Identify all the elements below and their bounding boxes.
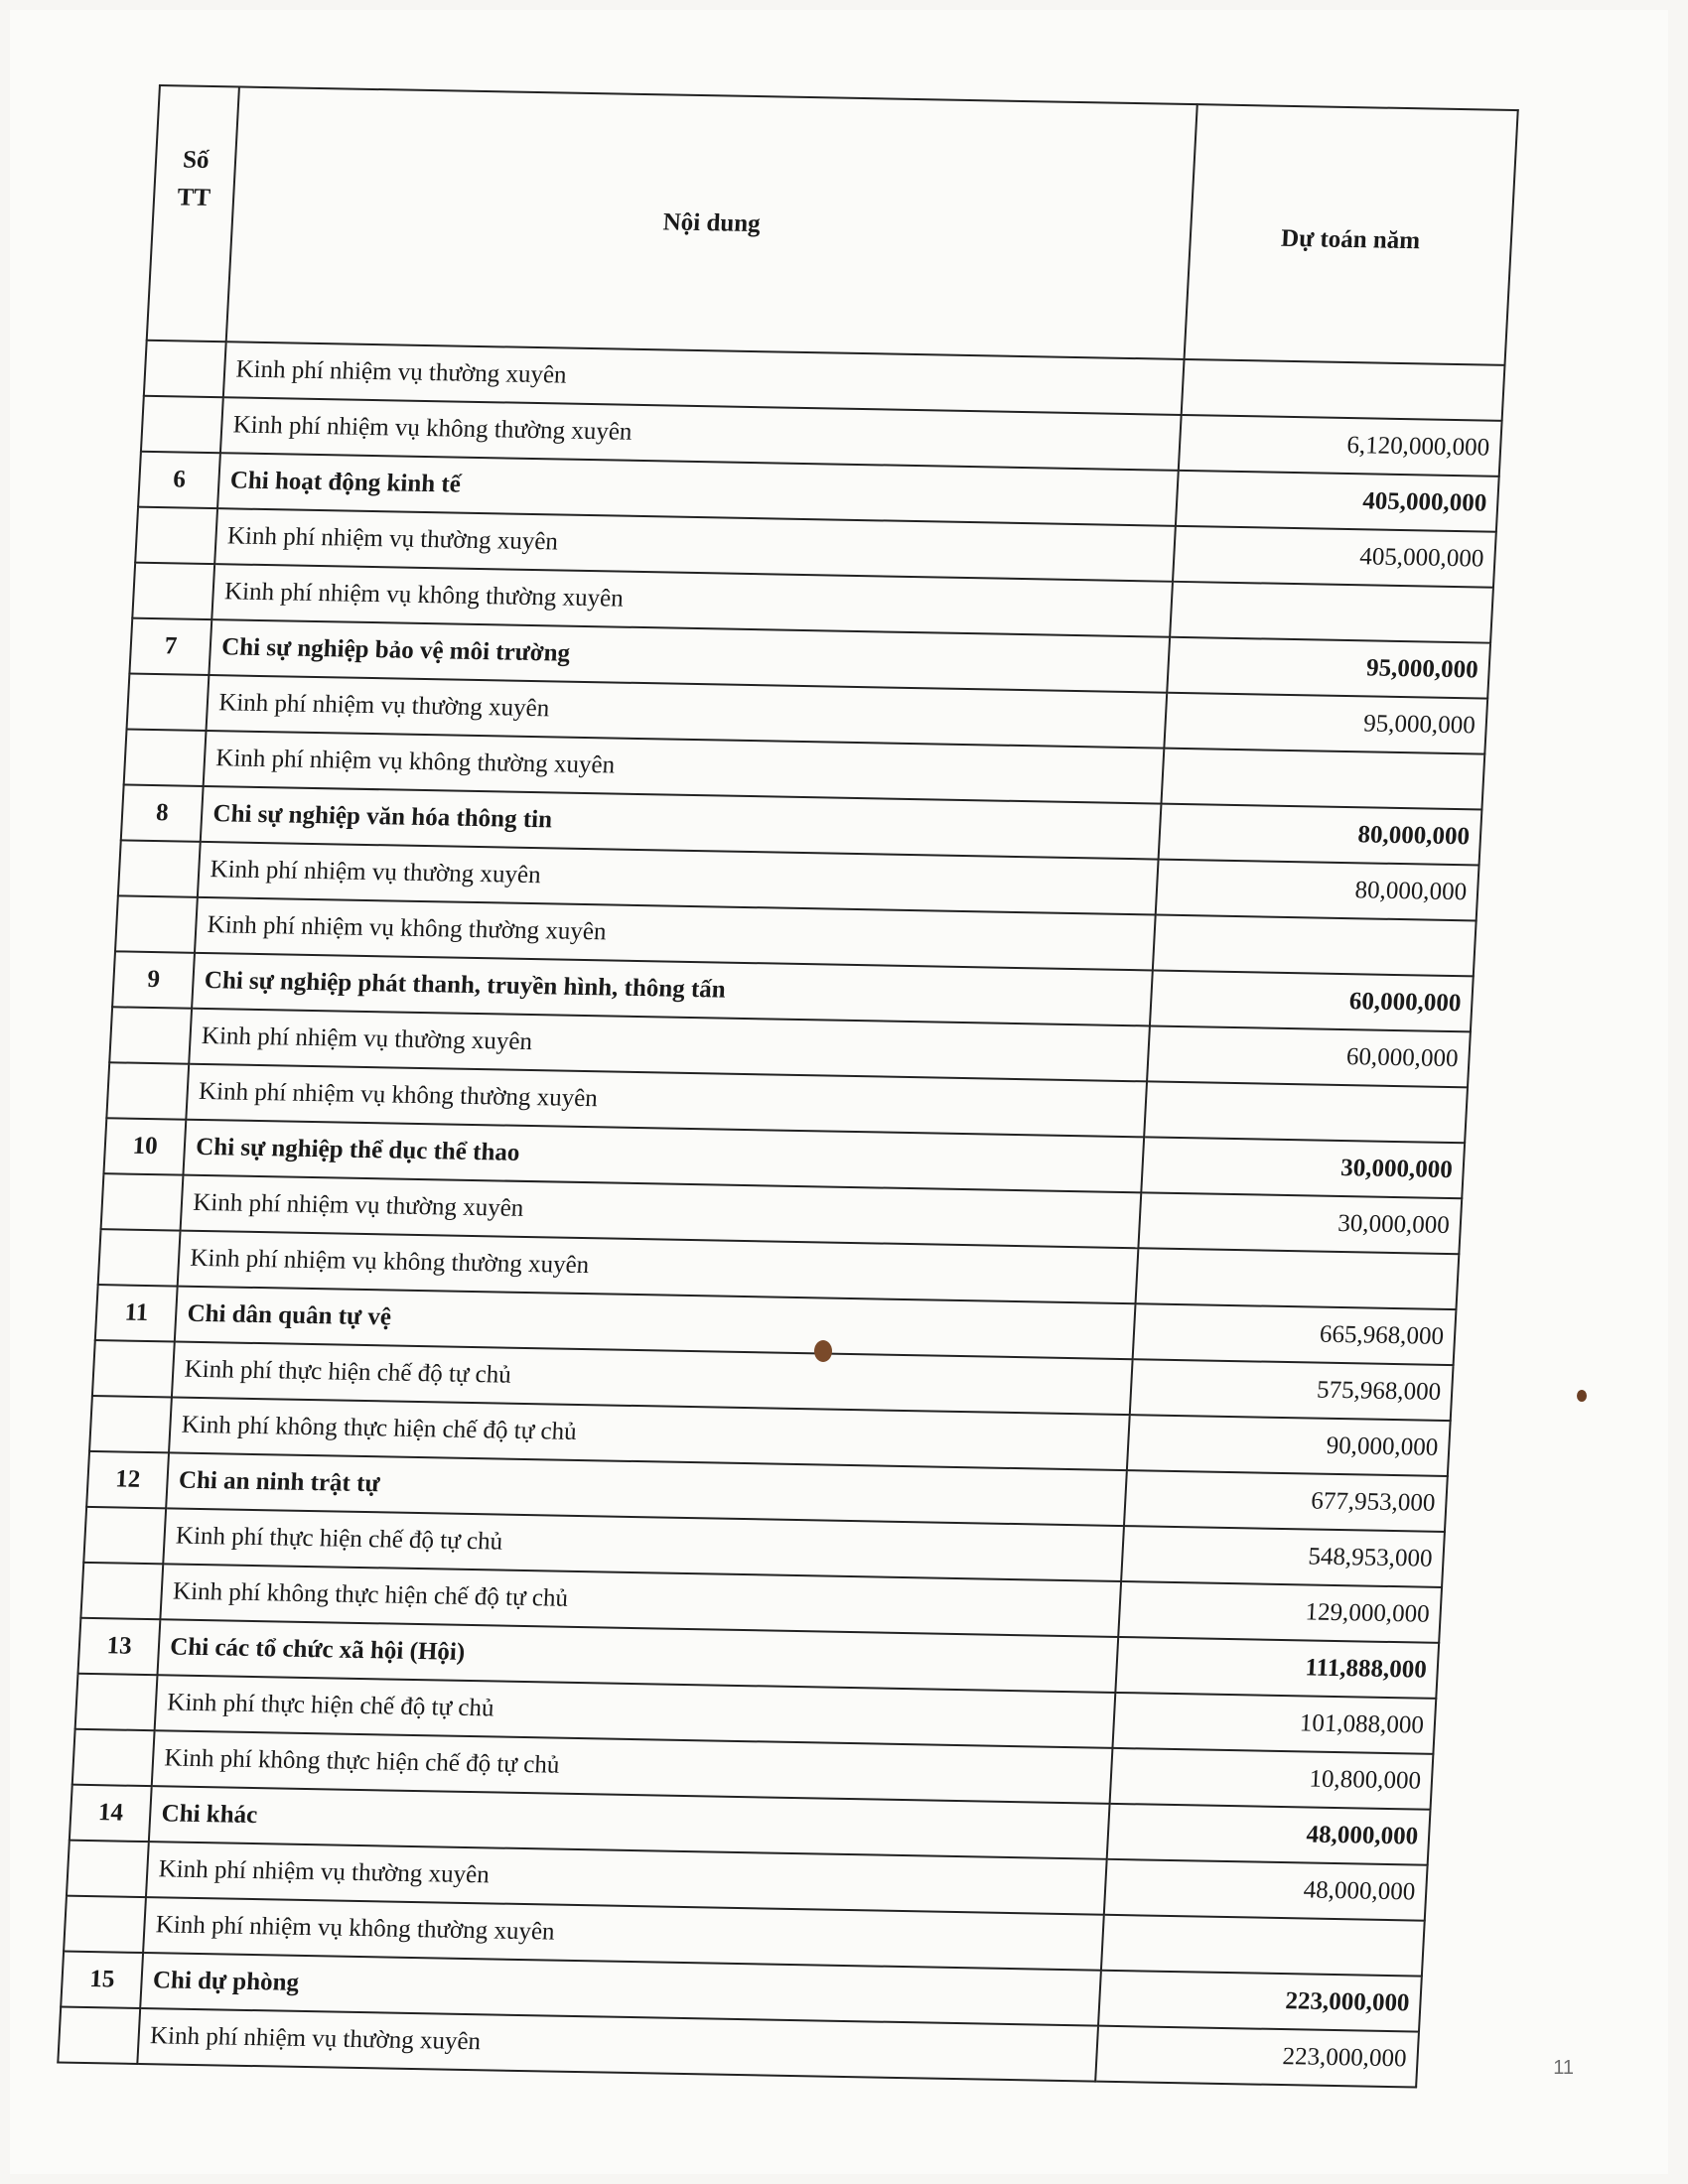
row-stt: 9 — [112, 951, 195, 1008]
row-amount-cell — [1103, 1859, 1427, 1921]
row-stt — [72, 1729, 155, 1786]
row-content: Kinh phí nhiệm vụ không thường xuyên — [212, 564, 1173, 637]
row-content: Chi sự nghiệp phát thanh, truyền hình, thông tấn — [192, 953, 1152, 1026]
row-amount: 223,000,000 — [1284, 1987, 1411, 2017]
row-amount-cell — [1144, 1081, 1468, 1143]
row-stt — [83, 1507, 166, 1564]
row-content: Kinh phí nhiệm vụ thường xuyên — [190, 1009, 1150, 1082]
row-amount: 90,000,000 — [1326, 1432, 1439, 1461]
row-stt: 12 — [86, 1451, 169, 1508]
row-amount-cell — [1178, 415, 1501, 477]
row-stt — [92, 1340, 175, 1397]
row-amount: 677,953,000 — [1310, 1487, 1437, 1517]
row-stt — [58, 2007, 140, 2064]
row-stt — [80, 1563, 163, 1619]
row-content: Kinh phí nhiệm vụ thường xuyên — [198, 842, 1158, 915]
row-amount-cell — [1152, 915, 1476, 977]
row-content: Kinh phí không thực hiện chế độ tự chủ — [152, 1730, 1112, 1804]
row-amount-cell — [1175, 471, 1498, 532]
row-content: Kinh phí nhiệm vụ không thường xuyên — [178, 1231, 1138, 1304]
row-content: Kinh phí không thực hiện chế độ tự chủ — [161, 1564, 1121, 1637]
ink-smudge — [814, 1340, 832, 1362]
row-amount-cell — [1135, 1248, 1459, 1309]
row-amount-cell — [1115, 1637, 1439, 1699]
row-content: Kinh phí thực hiện chế độ tự chủ — [164, 1508, 1124, 1581]
row-stt — [127, 674, 210, 731]
row-amount: 405,000,000 — [1358, 543, 1485, 573]
table-header-row — [147, 85, 1518, 365]
row-amount-cell — [1121, 1526, 1445, 1587]
row-amount-cell — [1129, 1359, 1453, 1421]
row-amount-cell — [1167, 637, 1490, 699]
row-amount-cell — [1149, 970, 1473, 1031]
scanned-page — [10, 10, 1668, 2174]
row-content: Chi sự nghiệp bảo vệ môi trường — [210, 619, 1170, 693]
row-amount: 405,000,000 — [1361, 487, 1487, 517]
row-amount-cell — [1098, 1971, 1422, 2032]
row-content: Kinh phí nhiệm vụ thường xuyên — [181, 1175, 1141, 1249]
row-stt: 6 — [138, 452, 220, 508]
row-amount-cell — [1147, 1025, 1471, 1087]
row-amount-cell — [1126, 1415, 1450, 1476]
header-stt: Số TT — [147, 85, 240, 341]
row-content: Chi hoạt động kinh tế — [217, 453, 1178, 526]
row-amount-cell — [1106, 1804, 1430, 1865]
row-amount: 95,000,000 — [1365, 654, 1479, 684]
row-stt — [132, 563, 214, 619]
row-amount-cell — [1118, 1581, 1442, 1643]
row-amount: 48,000,000 — [1303, 1876, 1416, 1906]
ink-dot — [1577, 1390, 1587, 1402]
row-stt — [101, 1173, 184, 1230]
row-stt — [109, 1007, 192, 1063]
row-amount: 60,000,000 — [1345, 1043, 1460, 1073]
row-stt — [64, 1896, 146, 1953]
row-amount: 30,000,000 — [1339, 1155, 1454, 1184]
row-stt — [75, 1674, 158, 1730]
row-amount: 95,000,000 — [1362, 710, 1477, 740]
row-amount-cell — [1158, 804, 1481, 866]
row-amount-cell — [1132, 1303, 1456, 1365]
row-stt: 13 — [78, 1618, 161, 1675]
row-stt — [118, 840, 201, 896]
row-amount-cell — [1170, 582, 1493, 643]
row-stt: 14 — [70, 1785, 152, 1842]
row-amount-cell — [1155, 860, 1478, 921]
page-number: 11 — [1553, 2057, 1574, 2079]
row-content: Kinh phí nhiệm vụ không thường xuyên — [187, 1064, 1147, 1138]
row-content: Chi an ninh trật tự — [166, 1452, 1126, 1526]
row-amount: 48,000,000 — [1305, 1821, 1419, 1850]
row-stt: 15 — [61, 1952, 143, 2008]
row-stt — [98, 1229, 181, 1286]
row-content: Kinh phí không thực hiện chế độ tự chủ — [169, 1397, 1129, 1470]
row-stt: 7 — [129, 618, 211, 675]
row-amount-cell — [1164, 693, 1487, 754]
row-amount-cell — [1112, 1693, 1436, 1754]
row-content: Kinh phí nhiệm vụ thường xuyên — [146, 1842, 1106, 1915]
row-content: Kinh phí nhiệm vụ thường xuyên — [223, 341, 1184, 415]
row-amount: 80,000,000 — [1353, 877, 1468, 906]
row-amount-cell — [1138, 1192, 1462, 1254]
row-amount: 548,953,000 — [1307, 1543, 1434, 1572]
row-content: Chi sự nghiệp văn hóa thông tin — [201, 786, 1161, 860]
row-content: Chi dân quân tự vệ — [175, 1287, 1135, 1360]
row-stt — [67, 1841, 149, 1897]
row-amount-cell — [1161, 749, 1484, 810]
row-amount-cell — [1109, 1748, 1433, 1810]
row-content: Kinh phí nhiệm vụ không thường xuyên — [204, 731, 1164, 804]
row-amount-cell — [1100, 1915, 1424, 1977]
row-stt — [141, 396, 223, 453]
row-amount: 575,968,000 — [1316, 1376, 1442, 1406]
row-amount: 60,000,000 — [1348, 988, 1463, 1018]
row-amount: 223,000,000 — [1281, 2043, 1408, 2073]
row-amount-cell — [1095, 2026, 1419, 2088]
row-content: Chi khác — [149, 1786, 1109, 1859]
row-content: Kinh phí nhiệm vụ thường xuyên — [215, 508, 1176, 582]
budget-table-body — [58, 85, 1517, 2088]
row-stt — [135, 507, 217, 564]
row-amount: 10,800,000 — [1308, 1765, 1422, 1795]
row-content: Kinh phí nhiệm vụ thường xuyên — [207, 675, 1167, 749]
row-amount-cell — [1141, 1137, 1465, 1198]
row-amount: 111,888,000 — [1304, 1654, 1428, 1684]
row-amount: 101,088,000 — [1299, 1709, 1425, 1739]
row-stt — [89, 1396, 172, 1452]
row-stt — [106, 1062, 189, 1119]
row-content: Kinh phí thực hiện chế độ tự chủ — [172, 1342, 1132, 1416]
row-amount-cell — [1181, 359, 1504, 421]
row-amount: 30,000,000 — [1336, 1209, 1451, 1240]
row-content: Kinh phí nhiệm vụ không thường xuyên — [143, 1897, 1103, 1971]
budget-table — [57, 84, 1518, 2089]
row-content: Kinh phí nhiệm vụ thường xuyên — [138, 2008, 1098, 2082]
row-stt: 11 — [95, 1285, 178, 1341]
row-amount: 129,000,000 — [1304, 1598, 1431, 1628]
row-stt — [144, 341, 226, 397]
row-stt: 10 — [103, 1118, 186, 1174]
row-stt: 8 — [121, 784, 204, 841]
row-amount: 665,968,000 — [1319, 1320, 1445, 1350]
row-content: Chi các tổ chức xã hội (Hội) — [158, 1619, 1118, 1693]
row-content: Chi sự nghiệp thể dục thể thao — [184, 1120, 1144, 1193]
row-content: Kinh phí nhiệm vụ không thường xuyên — [220, 397, 1181, 471]
header-content: Nội dung — [226, 86, 1196, 358]
row-content: Chi dự phòng — [141, 1953, 1101, 2026]
row-content: Kinh phí nhiệm vụ không thường xuyên — [195, 897, 1155, 971]
row-amount-cell — [1124, 1470, 1448, 1532]
row-content: Kinh phí thực hiện chế độ tự chủ — [155, 1675, 1115, 1748]
row-stt — [115, 895, 198, 952]
row-amount: 80,000,000 — [1356, 821, 1471, 851]
header-amount: Dự toán năm — [1184, 104, 1518, 365]
row-stt — [124, 730, 207, 786]
row-amount-cell — [1173, 526, 1496, 588]
row-amount: 6,120,000,000 — [1345, 431, 1490, 462]
